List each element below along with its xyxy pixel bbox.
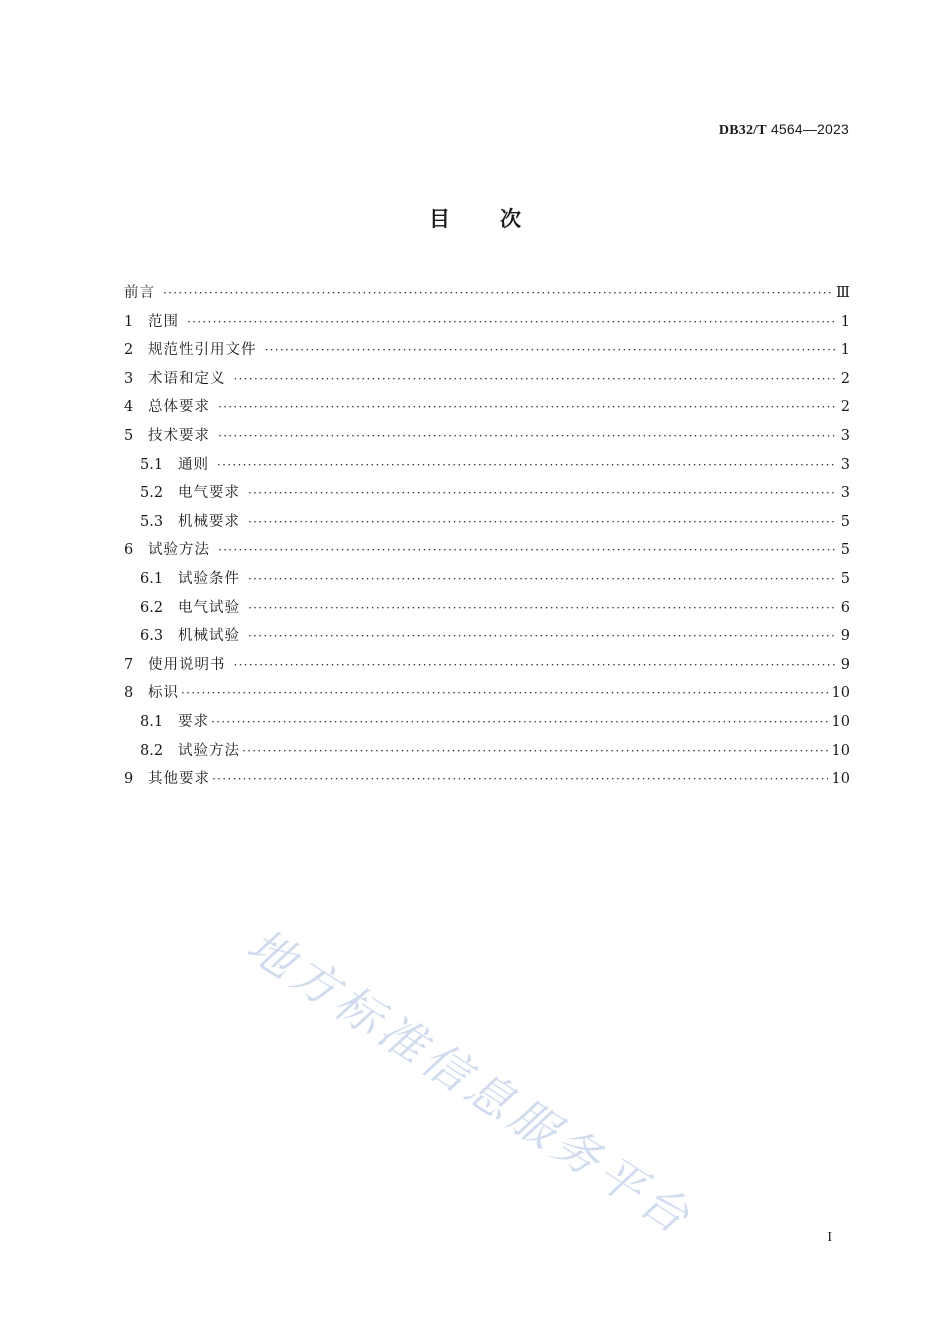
toc-entry[interactable] [124,338,850,367]
watermark: 地方标准信息服务平台 [237,917,704,1247]
toc-entry-label: 范围 [148,313,179,330]
toc-entry-label: 电气试验 [178,599,240,616]
toc-entry-number: 6.3 [140,628,164,645]
toc-entry-number: 3 [124,370,134,387]
toc-entry-page: 10 [831,713,850,730]
toc-entry-page: 2 [840,370,850,387]
toc-entry-number: 8 [124,685,134,702]
toc-entry-label: 总体要求 [148,399,210,416]
toc-entry-label: 标识 [148,685,179,702]
dot-leader [234,372,837,386]
toc-entry-page: 5 [840,513,850,530]
toc-entry[interactable] [124,710,850,739]
toc-entry[interactable] [124,653,850,682]
toc-entry-label: 机械要求 [178,513,240,530]
toc-entry-number: 7 [124,656,134,673]
dot-leader [181,686,828,700]
dot-leader [248,629,837,643]
toc-entry-page: 1 [840,313,850,330]
toc-entry-label: 规范性引用文件 [148,342,257,359]
title-char-right: 次 [500,207,521,231]
toc-entry-number: 6.1 [140,570,164,587]
toc-entry-label: 前言 [124,285,155,301]
toc-entry[interactable] [124,281,850,310]
toc-entry-label: 术语和定义 [148,370,226,387]
toc-entry[interactable] [124,481,850,510]
toc-entry-label: 试验方法 [178,742,240,759]
toc-entry[interactable] [124,395,850,424]
table-of-contents [124,281,850,796]
toc-entry-label: 技术要求 [148,427,210,444]
toc-entry-number: 8.1 [140,713,164,730]
footer-page-number: I [827,1230,832,1245]
toc-entry-page: 2 [840,399,850,416]
dot-leader [187,315,837,329]
toc-entry[interactable] [124,767,850,796]
toc-entry-page: 10 [831,771,850,788]
toc-entry-number: 6.2 [140,599,164,616]
toc-entry-page: 3 [840,427,850,444]
toc-entry-number: 4 [124,399,134,416]
toc-entry-page: 3 [840,485,850,502]
toc-entry-page: 6 [840,599,850,616]
toc-entry-number: 2 [124,342,134,359]
toc-entry-label: 试验方法 [148,542,210,559]
document-code-prefix: DB32/T [718,123,767,138]
toc-entry-label: 要求 [178,713,209,730]
toc-entry[interactable] [124,681,850,710]
dot-leader [218,429,837,443]
toc-entry[interactable] [124,538,850,567]
toc-entry-number: 6 [124,542,134,559]
toc-entry-number: 5 [124,427,134,444]
toc-entry-page: 10 [831,742,850,759]
toc-entry-number: 5.1 [140,456,164,473]
toc-entry-number: 8.2 [140,742,164,759]
toc-entry[interactable] [124,596,850,625]
toc-entry[interactable] [124,424,850,453]
toc-entry-number: 5.2 [140,485,164,502]
toc-entry-page: Ⅲ [836,285,850,301]
toc-entry-page: 3 [840,456,850,473]
toc-entry-page: 5 [840,542,850,559]
dot-leader [248,486,837,500]
toc-entry-label: 机械试验 [178,628,240,645]
toc-entry[interactable] [124,739,850,768]
toc-entry-label: 试验条件 [178,570,240,587]
dot-leader [217,458,837,472]
toc-entry-number: 5.3 [140,513,164,530]
dot-leader [248,601,837,615]
dot-leader [234,658,837,672]
dot-leader [242,744,828,758]
toc-entry[interactable] [124,310,850,339]
toc-entry-label: 使用说明书 [148,656,226,673]
dot-leader [218,543,837,557]
toc-entry-page: 9 [840,628,850,645]
document-code [719,121,849,139]
title-char-left: 目 [429,207,450,231]
toc-entry[interactable] [124,367,850,396]
toc-entry[interactable] [124,510,850,539]
dot-leader [248,515,837,529]
dot-leader [163,286,832,300]
toc-entry-page: 1 [840,342,850,359]
page-title [0,203,950,233]
dot-leader [218,400,837,414]
toc-entry-page: 5 [840,570,850,587]
toc-entry-number: 9 [124,771,134,788]
toc-entry-number: 1 [124,313,134,330]
toc-entry-page: 10 [831,685,850,702]
dot-leader [211,715,828,729]
toc-entry-label: 电气要求 [178,485,240,502]
toc-entry-label: 通则 [178,456,209,473]
dot-leader [212,772,828,786]
dot-leader [265,343,837,357]
toc-entry[interactable] [124,624,850,653]
toc-entry[interactable] [124,567,850,596]
dot-leader [248,572,837,586]
toc-entry-label: 其他要求 [148,771,210,788]
toc-entry-page: 9 [840,656,850,673]
document-code-number: 4564—2023 [770,121,849,137]
toc-entry[interactable] [124,453,850,482]
